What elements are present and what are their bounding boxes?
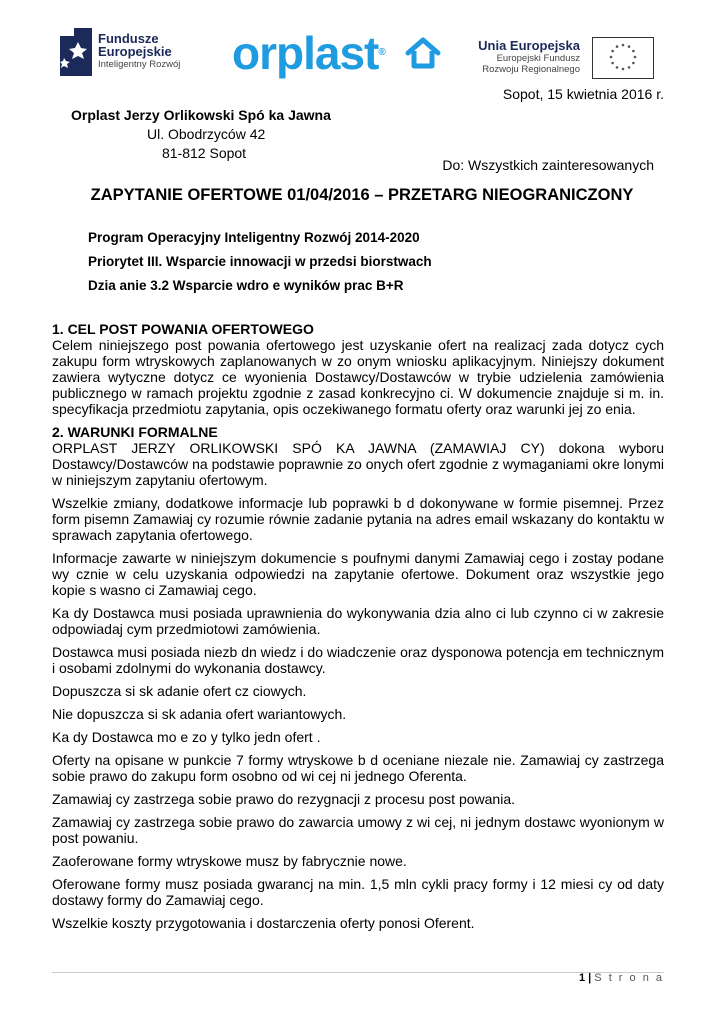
document-body [52, 321, 664, 938]
paragraph: Ka dy Dostawca musi posiada uprawnienia do wykonywania dzia alno ci lub czynno ci w zakresie odpowiadaj cym przedmiotowi zamówienia. [52, 605, 664, 637]
fundusze-europejskie-emblem [60, 28, 94, 78]
fe-line2: Europejskie [98, 44, 172, 59]
city: 81-812 Sopot [162, 145, 247, 161]
orplast-logo [232, 27, 385, 79]
company-name: Orplast Jerzy Orlikowski Spó ka Jawna [71, 107, 331, 123]
fe-logo-text [98, 32, 180, 71]
paragraph: Wszelkie koszty przygotowania i dostarczenia oferty ponosi Oferent. [52, 915, 475, 931]
section2-heading: 2. WARUNKI FORMALNE [52, 424, 218, 440]
page-separator: | [585, 972, 595, 984]
page-label: S t r o n a [594, 972, 664, 984]
street: Ul. Obodrzyców 42 [147, 126, 266, 142]
eu-flag-icon [592, 37, 654, 79]
orplast-wordmark: orplast [232, 27, 379, 79]
paragraph: Ka dy Dostawca mo e zo y tylko jedn ofert . [52, 729, 321, 745]
paragraph: Zaoferowane formy wtryskowe musz by fabrycznie nowe. [52, 853, 407, 869]
paragraph: Wszelkie zmiany, dodatkowe informacje lub poprawki b d dokonywane w formie pisemnej. Przez form pisemn Zamawiaj cy rozumie równie zadanie pytania na adres email wskazany do kontaktu w sprawach zapytania ofertowego. [52, 495, 664, 543]
paragraph: ORPLAST JERZY ORLIKOWSKI SPÓ KA JAWNA (ZAMAWIAJ CY) dokona wyboru Dostawcy/Dostawców na podstawie poprawnie zo onych ofert zgodnie z wymaganiami okre lonymi w niniejszym zapytaniu ofertowym. [52, 440, 664, 488]
house-icon [405, 36, 441, 70]
section1-text: Celem niniejszego post powania ofertowego jest uzyskanie ofert na realizacj zada dotycz cych zakupu form wtryskowych zaplanowanych w zo onym wniosku aplikacyjnym. Niniejszy dokument zawiera wytyczne dotycz ce wyonienia Dostawcy/Dostawców w trybie udzielenia zamówienia publicznego w ramach projektu zgodnie z zasad konkrecyjno ci. W dokumencie znajduje si m. in. specyfikacja przedmiotu zapytania, opis oczekiwanego formatu oferty oraz warunki jej zo enia. [52, 337, 664, 417]
paragraph: Nie dopuszcza si sk adania ofert wariantowych. [52, 706, 347, 722]
recipient: Do: Wszystkich zainteresowanych [442, 157, 654, 173]
program-block [88, 226, 432, 298]
program-line: Program Operacyjny Inteligentny Rozwój 2014-2020 [88, 230, 420, 245]
footer-divider [52, 972, 664, 973]
page-number: 1 [578, 972, 586, 984]
fe-line1: Fundusze [98, 31, 159, 46]
paragraph: Informacje zawarte w niniejszym dokumencie s poufnymi danymi Zamawiaj cego i zostay podane wy cznie w celu uzyskania odpowiedzi na zapytanie ofertowe. Dokument oraz wszystkie jego kopie s wasno ci Zamawiaj cego. [52, 550, 664, 598]
fe-line3: Inteligentny Rozwój [98, 59, 181, 70]
ue-line3: Rozwoju Regionalnego [482, 64, 580, 75]
priority-line: Priorytet III. Wsparcie innowacji w przedsi biorstwach [88, 254, 432, 269]
document-date: Sopot, 15 kwietnia 2016 r. [502, 86, 664, 102]
page-footer [579, 972, 664, 984]
measure-line: Dzia anie 3.2 Wsparcie wdro e wyników prac B+R [88, 278, 404, 293]
paragraph: Zamawiaj cy zastrzega sobie prawo do zawarcia umowy z wi cej, ni jednym dostawc wyonionym w post powaniu. [52, 814, 664, 846]
paragraph: Oferty na opisane w punkcie 7 formy wtryskowe b d oceniane niezale nie. Zamawiaj cy zastrzega sobie prawo do zakupu form osobno od wi cej ni jednego Oferenta. [52, 752, 664, 784]
paragraph: Dostawca musi posiada niezb dn wiedz i do wiadczenie oraz dysponowa potencja em technicznym i osobami zdolnymi do wykonania dostawcy. [52, 644, 664, 676]
registered-mark: ® [378, 47, 385, 58]
ue-line1: Unia Europejska [478, 38, 580, 53]
document-title: ZAPYTANIE OFERTOWE 01/04/2016 – PRZETARG NIEOGRANICZONY [90, 186, 634, 204]
paragraph: Oferowane formy musz posiada gwarancj na min. 1,5 mln cykli pracy formy i 12 miesi cy od daty dostawy formy do Zamawiaj cego. [52, 876, 664, 908]
paragraph: Dopuszcza si sk adanie ofert cz ciowych. [52, 683, 307, 699]
sender-address [71, 106, 331, 163]
ue-line2: Europejski Fundusz [496, 53, 580, 64]
section1-heading: 1. CEL POST POWANIA OFERTOWEGO [52, 321, 314, 337]
ue-logo-text [475, 38, 580, 75]
paragraph: Zamawiaj cy zastrzega sobie prawo do rezygnacji z procesu post powania. [52, 791, 516, 807]
